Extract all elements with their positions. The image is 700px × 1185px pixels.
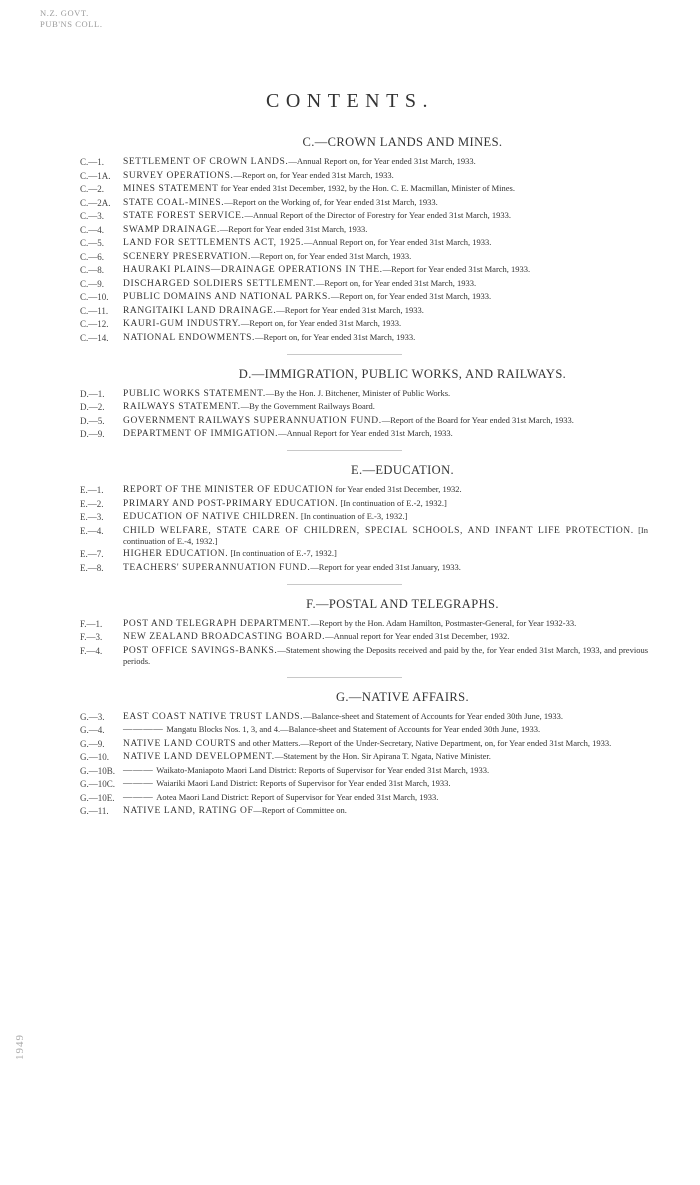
entry-code: C.—6. <box>80 251 105 262</box>
contents-entry <box>0 525 700 546</box>
contents-entry <box>0 156 700 167</box>
entry-description: —Balance-sheet and Statement of Accounts for Year ended 30th June, 1933. <box>303 710 564 721</box>
entry-code: C.—11. <box>80 305 109 316</box>
entry-description: Waiariki Maori Land District: Reports of Supervisor for Year ended 31st March, 1933. <box>156 778 451 788</box>
entry-code: C.—3. <box>80 211 105 221</box>
entry-title: NATIONAL ENDOWMENTS. <box>123 332 255 343</box>
contents-entry <box>0 805 700 816</box>
entry-description: —Report on, for Year ended 31st March, 1933. <box>250 250 412 261</box>
section-heading: G.—NATIVE AFFAIRS. <box>335 689 470 704</box>
entry-code: D.—2. <box>80 402 105 412</box>
entry-code: C.—10. <box>80 292 109 302</box>
entry-code: G.—4. <box>80 725 105 735</box>
entry-text <box>123 724 648 735</box>
library-stamp <box>40 8 103 30</box>
entry-title: GOVERNMENT RAILWAYS SUPERANNUATION FUND. <box>123 415 382 426</box>
entry-title: ———— <box>123 725 167 735</box>
entry-description: —Annual Report of the Director of Forestry for Year ended 31st March, 1933. <box>244 210 512 220</box>
contents-entry <box>0 645 700 666</box>
entry-text <box>123 251 648 262</box>
entry-code: F.—4. <box>80 645 103 656</box>
entry-title: RANGITAIKI LAND DRAINAGE. <box>123 305 277 316</box>
entry-text <box>123 156 648 167</box>
entry-text <box>123 511 648 522</box>
section-divider <box>287 354 402 355</box>
entry-title: REPORT OF THE MINISTER OF EDUCATION <box>123 485 334 495</box>
entry-title: HAURAKI PLAINS—DRAINAGE OPERATIONS IN THE. <box>123 265 383 275</box>
section-divider <box>287 450 402 451</box>
entry-description: —Report for Year ended 31st March, 1933. <box>276 304 424 315</box>
entry-code: G.—10C. <box>80 779 116 789</box>
contents-entry <box>0 197 700 208</box>
entry-description: Aotea Maori Land District: Report of Supervisor for Year ended 31st March, 1933. <box>156 791 439 802</box>
entry-text <box>123 291 648 302</box>
entry-code: C.—4. <box>80 224 105 235</box>
entry-code: E.—3. <box>80 512 104 522</box>
entry-description: —By the Government Railways Board. <box>240 401 375 411</box>
entry-text <box>123 498 648 509</box>
entry-title: ——— <box>123 765 157 776</box>
entry-text <box>123 484 648 495</box>
contents-entry <box>0 711 700 722</box>
entry-description: —Report for year ended 31st January, 1933. <box>310 561 461 572</box>
side-stamp: 1949 <box>14 1034 26 1060</box>
entry-description: —Report on, for Year ended 31st March, 1933. <box>330 291 492 301</box>
entry-description: —Annual report for Year ended 31st December, 1932. <box>325 631 510 641</box>
entry-title: NATIVE LAND, RATING OF <box>123 806 254 816</box>
entry-description: —Report on, for Year ended 31st March, 1933. <box>233 169 394 180</box>
entry-title: SWAMP DRAINAGE. <box>123 224 220 235</box>
entry-text <box>123 401 648 412</box>
entry-text <box>123 237 648 248</box>
entry-title: NATIVE LAND COURTS <box>123 738 237 749</box>
entry-title: LAND FOR SETTLEMENTS ACT, 1925. <box>123 238 304 248</box>
entry-text <box>123 548 648 559</box>
entry-description: [In continuation of E.-7, 1932.] <box>228 548 337 558</box>
entry-title: RAILWAYS STATEMENT. <box>123 402 241 412</box>
entry-title: KAURI-GUM INDUSTRY. <box>123 319 241 329</box>
contents-entry <box>0 765 700 776</box>
entry-title: EAST COAST NATIVE TRUST LANDS. <box>123 711 304 722</box>
entry-code: G.—11. <box>80 806 109 816</box>
entry-title: STATE COAL-MINES. <box>123 197 225 208</box>
contents-entry <box>0 778 700 789</box>
entry-text <box>123 738 648 749</box>
entry-code: G.—10. <box>80 752 109 762</box>
entry-description: —Report of Committee on. <box>253 805 347 815</box>
entry-text <box>123 224 648 235</box>
section-heading: E.—EDUCATION. <box>350 463 455 477</box>
entry-text <box>123 711 648 722</box>
entry-description: and other Matters.—Report of the Under-Secretary, Native Department, on, for Year ended 31st March, 1933. <box>236 737 612 748</box>
entry-text <box>123 751 648 762</box>
entry-code: C.—1A. <box>80 170 111 181</box>
entry-description: —Report on the Working of, for Year ended 31st March, 1933. <box>224 196 438 207</box>
entry-code: D.—5. <box>80 415 105 426</box>
entry-text <box>123 210 648 221</box>
entry-code: E.—2. <box>80 498 104 509</box>
entry-description: —Report for Year ended 31st March, 1933. <box>382 264 531 274</box>
entry-code: F.—1. <box>80 618 103 629</box>
contents-entry <box>0 318 700 329</box>
contents-entry <box>0 511 700 522</box>
section-divider <box>287 584 402 585</box>
entry-text <box>123 278 648 289</box>
entry-code: C.—2. <box>80 184 105 194</box>
entry-description: —By the Hon. J. Bitchener, Minister of Public Works. <box>265 387 451 398</box>
entry-title: PRIMARY AND POST-PRIMARY EDUCATION. <box>123 498 339 509</box>
contents-entry <box>0 251 700 262</box>
entry-text <box>123 778 648 789</box>
entry-text <box>123 264 648 275</box>
entry-description: for Year ended 31st December, 1932, by the Hon. C. E. Macmillan, Minister of Mines. <box>218 183 515 193</box>
contents-entry <box>0 170 700 181</box>
entry-title: SCENERY PRESERVATION. <box>123 251 251 262</box>
entry-code: E.—1. <box>80 485 104 495</box>
entry-code: G.—10B. <box>80 765 116 776</box>
entry-code: G.—10E. <box>80 792 115 803</box>
entry-title: POST AND TELEGRAPH DEPARTMENT. <box>123 618 311 629</box>
entry-title: ——— <box>123 779 157 789</box>
stamp-line-2: PUB'NS COLL. <box>40 19 103 29</box>
entry-code: E.—7. <box>80 549 104 559</box>
entry-text <box>123 305 648 316</box>
contents-entry <box>0 224 700 235</box>
section-divider <box>287 677 402 678</box>
entry-title: STATE FOREST SERVICE. <box>123 211 245 221</box>
entry-title: CHILD WELFARE, STATE CARE OF CHILDREN, SPECIAL SCHOOLS, AND INFANT LIFE PROTECTION. <box>123 525 634 536</box>
entry-title: MINES STATEMENT <box>123 184 219 194</box>
section-heading: C.—CROWN LANDS AND MINES. <box>302 135 503 149</box>
entry-description: [In continuation of E.-4, 1932.] <box>123 524 648 546</box>
entry-text <box>123 415 648 426</box>
contents-entry <box>0 183 700 194</box>
entry-text <box>123 631 648 642</box>
entry-title: NATIVE LAND DEVELOPMENT. <box>123 752 275 762</box>
contents-entry <box>0 278 700 289</box>
entry-description: Mangatu Blocks Nos. 1, 3, and 4.—Balance-sheet and Statement of Accounts for Year ended 30th June, 1933. <box>166 724 541 734</box>
entry-title: SURVEY OPERATIONS. <box>123 170 234 181</box>
entry-title: PUBLIC WORKS STATEMENT. <box>123 388 266 399</box>
entry-text <box>123 197 648 208</box>
contents-entry <box>0 415 700 426</box>
entry-description: —Annual Report for Year ended 31st March, 1933. <box>278 428 453 438</box>
contents-entry <box>0 724 700 735</box>
entry-text <box>123 805 648 816</box>
contents-entry <box>0 498 700 509</box>
contents-list <box>0 135 700 823</box>
entry-description: —Annual Report on, for Year ended 31st March, 1933. <box>288 156 476 166</box>
contents-entry <box>0 264 700 275</box>
entry-text <box>123 318 648 329</box>
contents-entry <box>0 631 700 642</box>
entry-title: HIGHER EDUCATION. <box>123 549 229 559</box>
entry-description: Waikato-Maniapoto Maori Land District: Reports of Supervisor for Year ended 31st March, 1933. <box>156 764 490 775</box>
contents-entry <box>0 332 700 343</box>
entry-text <box>123 525 648 546</box>
entry-code: C.—14. <box>80 332 109 343</box>
entry-code: G.—9. <box>80 738 105 749</box>
entry-title: TEACHERS' SUPERANNUATION FUND. <box>123 562 311 573</box>
contents-entry <box>0 751 700 762</box>
entry-description: —Report on, for Year ended 31st March, 1933. <box>254 331 416 342</box>
entry-title: DEPARTMENT OF IMMIGATION. <box>123 429 279 439</box>
entry-description: —Annual Report on, for Year ended 31st March, 1933. <box>303 237 492 247</box>
entry-text <box>123 562 648 573</box>
entry-description: for Year ended 31st December, 1932. <box>333 484 462 494</box>
entry-code: C.—5. <box>80 238 105 248</box>
entry-text <box>123 792 648 803</box>
entry-title: SETTLEMENT OF CROWN LANDS. <box>123 157 289 167</box>
contents-entry <box>0 618 700 629</box>
entry-text <box>123 388 648 399</box>
entry-title: NEW ZEALAND BROADCASTING BOARD. <box>123 632 326 642</box>
entry-text <box>123 170 648 181</box>
contents-entry <box>0 792 700 803</box>
entry-code: C.—9. <box>80 278 105 289</box>
entry-code: D.—1. <box>80 388 105 399</box>
entry-description: —Report on, for Year ended 31st March, 1933. <box>315 277 477 288</box>
entry-code: C.—2A. <box>80 197 111 208</box>
contents-entry <box>0 210 700 221</box>
entry-description: —Report for Year ended 31st March, 1933. <box>219 223 368 234</box>
stamp-line-1: N.Z. GOVT. <box>40 8 89 18</box>
section-heading: D.—IMMIGRATION, PUBLIC WORKS, AND RAILWAYS. <box>238 366 567 381</box>
entry-title: DISCHARGED SOLDIERS SETTLEMENT. <box>123 278 316 289</box>
contents-entry <box>0 291 700 302</box>
contents-entry <box>0 388 700 399</box>
entry-description: —Report on, for Year ended 31st March, 1933. <box>240 318 402 328</box>
entry-description: —Report by the Hon. Adam Hamilton, Postmaster-General, for Year 1932-33. <box>310 617 577 628</box>
entry-description: —Statement by the Hon. Sir Apirana T. Ngata, Native Minister. <box>274 751 491 761</box>
entry-text <box>123 618 648 629</box>
entry-title: POST OFFICE SAVINGS-BANKS. <box>123 645 278 656</box>
contents-entry <box>0 305 700 316</box>
entry-description: [In continuation of E.-3, 1932.] <box>298 511 408 521</box>
entry-text <box>123 332 648 343</box>
entry-description: [In continuation of E.-2, 1932.] <box>338 497 447 508</box>
entry-text <box>123 183 648 194</box>
entry-code: C.—1. <box>80 157 105 167</box>
contents-entry <box>0 562 700 573</box>
contents-entry <box>0 237 700 248</box>
entry-code: E.—8. <box>80 562 104 573</box>
page-title: CONTENTS. <box>266 90 434 112</box>
contents-entry <box>0 548 700 559</box>
entry-text <box>123 765 648 776</box>
contents-entry <box>0 738 700 749</box>
contents-entry <box>0 401 700 412</box>
entry-code: G.—3. <box>80 711 105 722</box>
entry-description: —Statement showing the Deposits received and paid by the, for Year ended 31st March, 1933, and previous periods. <box>123 644 648 666</box>
entry-text <box>123 645 648 666</box>
entry-title: PUBLIC DOMAINS AND NATIONAL PARKS. <box>123 292 331 302</box>
entry-title: EDUCATION OF NATIVE CHILDREN. <box>123 512 299 522</box>
entry-description: —Report of the Board for Year ended 31st March, 1933. <box>381 414 574 425</box>
contents-entry <box>0 428 700 439</box>
entry-code: F.—3. <box>80 632 103 642</box>
entry-text <box>123 428 648 439</box>
entry-code: D.—9. <box>80 429 105 439</box>
contents-entry <box>0 484 700 495</box>
entry-title: ——— <box>123 792 157 803</box>
entry-code: C.—8. <box>80 265 105 275</box>
entry-code: C.—12. <box>80 319 109 329</box>
entry-code: E.—4. <box>80 525 104 536</box>
section-heading: F.—POSTAL AND TELEGRAPHS. <box>306 596 499 611</box>
